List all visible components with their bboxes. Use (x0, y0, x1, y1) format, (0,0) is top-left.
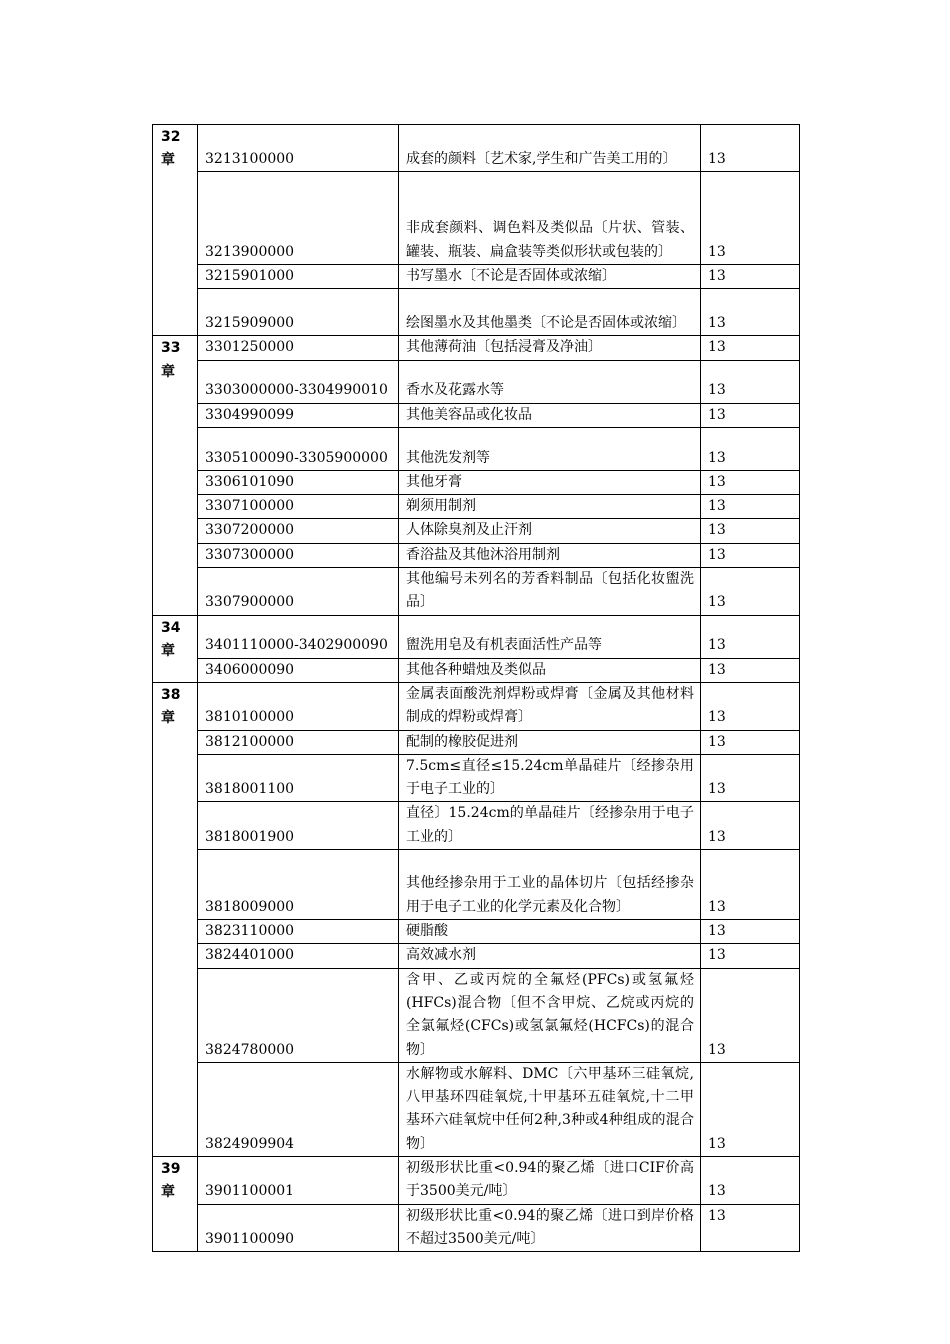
rate-cell: 13 (701, 1204, 800, 1252)
description-cell: 人体除臭剂及止汗剂 (399, 519, 701, 543)
rate-cell: 13 (701, 730, 800, 754)
description-cell: 其他经掺杂用于工业的晶体切片〔包括经掺杂用于电子工业的化学元素及化合物〕 (399, 850, 701, 920)
rate-cell: 13 (701, 944, 800, 968)
hs-code-cell: 3215909000 (198, 289, 399, 336)
hs-code-cell: 3305100090-3305900000 (198, 427, 399, 470)
hs-code-cell: 3824401000 (198, 944, 399, 968)
hs-code-cell: 3818001100 (198, 754, 399, 802)
hs-code-cell: 3810100000 (198, 682, 399, 730)
description-cell: 绘图墨水及其他墨类〔不论是否固体或浓缩〕 (399, 289, 701, 336)
description-cell: 硬脂酸 (399, 920, 701, 944)
table-row (153, 543, 800, 567)
description-cell: 直径〕15.24cm的单晶硅片〔经掺杂用于电子工业的〕 (399, 802, 701, 850)
rate-cell: 13 (701, 802, 800, 850)
hs-code-cell: 3307300000 (198, 543, 399, 567)
table-row (153, 172, 800, 265)
hs-code-cell: 3307100000 (198, 495, 399, 519)
hs-code-cell: 3301250000 (198, 336, 399, 360)
table-row (153, 519, 800, 543)
table-row (153, 1062, 800, 1156)
table-row (153, 427, 800, 470)
table-row (153, 265, 800, 289)
table-row (153, 850, 800, 920)
description-cell: 剃须用制剂 (399, 495, 701, 519)
rate-cell: 13 (701, 427, 800, 470)
table-row (153, 1204, 800, 1252)
tariff-table (152, 124, 800, 1252)
description-cell: 盥洗用皂及有机表面活性产品等 (399, 615, 701, 658)
description-cell: 金属表面酸洗剂焊粉或焊膏〔金属及其他材料制成的焊粉或焊膏〕 (399, 682, 701, 730)
description-cell: 其他编号未列名的芳香料制品〔包括化妆盥洗品〕 (399, 568, 701, 616)
table-row (153, 403, 800, 427)
chapter-label: 33 章 (153, 336, 198, 615)
hs-code-cell: 3307900000 (198, 568, 399, 616)
hs-code-cell: 3824780000 (198, 968, 399, 1062)
hs-code-cell: 3901100090 (198, 1204, 399, 1252)
rate-cell: 13 (701, 1157, 800, 1205)
hs-code-cell: 3213100000 (198, 125, 399, 172)
rate-cell: 13 (701, 495, 800, 519)
rate-cell: 13 (701, 658, 800, 682)
table-row (153, 336, 800, 360)
table-row (153, 495, 800, 519)
hs-code-cell: 3406000090 (198, 658, 399, 682)
description-cell: 其他美容品或化妆品 (399, 403, 701, 427)
rate-cell: 13 (701, 968, 800, 1062)
rate-cell: 13 (701, 403, 800, 427)
description-cell: 非成套颜料、调色料及类似品〔片状、管装、罐装、瓶装、扁盒装等类似形状或包装的〕 (399, 172, 701, 265)
table-row (153, 568, 800, 616)
rate-cell: 13 (701, 172, 800, 265)
rate-cell: 13 (701, 615, 800, 658)
chapter-label: 32 章 (153, 125, 198, 336)
hs-code-cell: 3901100001 (198, 1157, 399, 1205)
rate-cell: 13 (701, 125, 800, 172)
hs-code-cell: 3818001900 (198, 802, 399, 850)
rate-cell: 13 (701, 543, 800, 567)
chapter-label: 38 章 (153, 682, 198, 1156)
rate-cell: 13 (701, 336, 800, 360)
description-cell: 其他牙膏 (399, 470, 701, 494)
table-row (153, 125, 800, 172)
description-cell: 7.5cm≤直径≤15.24cm单晶硅片〔经掺杂用于电子工业的〕 (399, 754, 701, 802)
description-cell: 高效减水剂 (399, 944, 701, 968)
description-cell: 含甲、乙或丙烷的全氟烃(PFCs)或氢氟烃(HFCs)混合物〔但不含甲烷、乙烷或丙烷的全氯氟烃(CFCs)或氢氯氟烃(HCFCs)的混合物〕 (399, 968, 701, 1062)
table-row (153, 658, 800, 682)
description-cell: 初级形状比重<0.94的聚乙烯〔进口到岸价格不超过3500美元/吨〕 (399, 1204, 701, 1252)
rate-cell: 13 (701, 1062, 800, 1156)
hs-code-cell: 3306101090 (198, 470, 399, 494)
hs-code-cell: 3812100000 (198, 730, 399, 754)
description-cell: 配制的橡胶促进剂 (399, 730, 701, 754)
table-row (153, 682, 800, 730)
description-cell: 水解物或水解料、DMC〔六甲基环三硅氧烷,八甲基环四硅氧烷,十甲基环五硅氧烷,十二甲基环六硅氧烷中任何2种,3种或4种组成的混合物〕 (399, 1062, 701, 1156)
description-cell: 香水及花露水等 (399, 360, 701, 403)
rate-cell: 13 (701, 265, 800, 289)
rate-cell: 13 (701, 360, 800, 403)
description-cell: 其他洗发剂等 (399, 427, 701, 470)
rate-cell: 13 (701, 568, 800, 616)
table-row (153, 968, 800, 1062)
rate-cell: 13 (701, 754, 800, 802)
description-cell: 香浴盐及其他沐浴用制剂 (399, 543, 701, 567)
table-row (153, 754, 800, 802)
rate-cell: 13 (701, 682, 800, 730)
hs-code-cell: 3401110000-3402900090 (198, 615, 399, 658)
table-row (153, 615, 800, 658)
table-row (153, 360, 800, 403)
hs-code-cell: 3307200000 (198, 519, 399, 543)
hs-code-cell: 3823110000 (198, 920, 399, 944)
description-cell: 其他各种蜡烛及类似品 (399, 658, 701, 682)
description-cell: 其他薄荷油〔包括浸膏及净油〕 (399, 336, 701, 360)
hs-code-cell: 3303000000-3304990010 (198, 360, 399, 403)
rate-cell: 13 (701, 850, 800, 920)
description-cell: 成套的颜料〔艺术家,学生和广告美工用的〕 (399, 125, 701, 172)
table-row (153, 730, 800, 754)
hs-code-cell: 3304990099 (198, 403, 399, 427)
description-cell: 初级形状比重<0.94的聚乙烯〔进口CIF价高于3500美元/吨〕 (399, 1157, 701, 1205)
hs-code-cell: 3824909904 (198, 1062, 399, 1156)
rate-cell: 13 (701, 289, 800, 336)
chapter-label: 39 章 (153, 1157, 198, 1252)
table-row (153, 470, 800, 494)
table-row (153, 802, 800, 850)
chapter-label: 34 章 (153, 615, 198, 682)
table-row (153, 944, 800, 968)
rate-cell: 13 (701, 920, 800, 944)
table-row (153, 920, 800, 944)
table-row (153, 1157, 800, 1205)
hs-code-cell: 3213900000 (198, 172, 399, 265)
hs-code-cell: 3215901000 (198, 265, 399, 289)
description-cell: 书写墨水〔不论是否固体或浓缩〕 (399, 265, 701, 289)
hs-code-cell: 3818009000 (198, 850, 399, 920)
rate-cell: 13 (701, 519, 800, 543)
rate-cell: 13 (701, 470, 800, 494)
table-row (153, 289, 800, 336)
